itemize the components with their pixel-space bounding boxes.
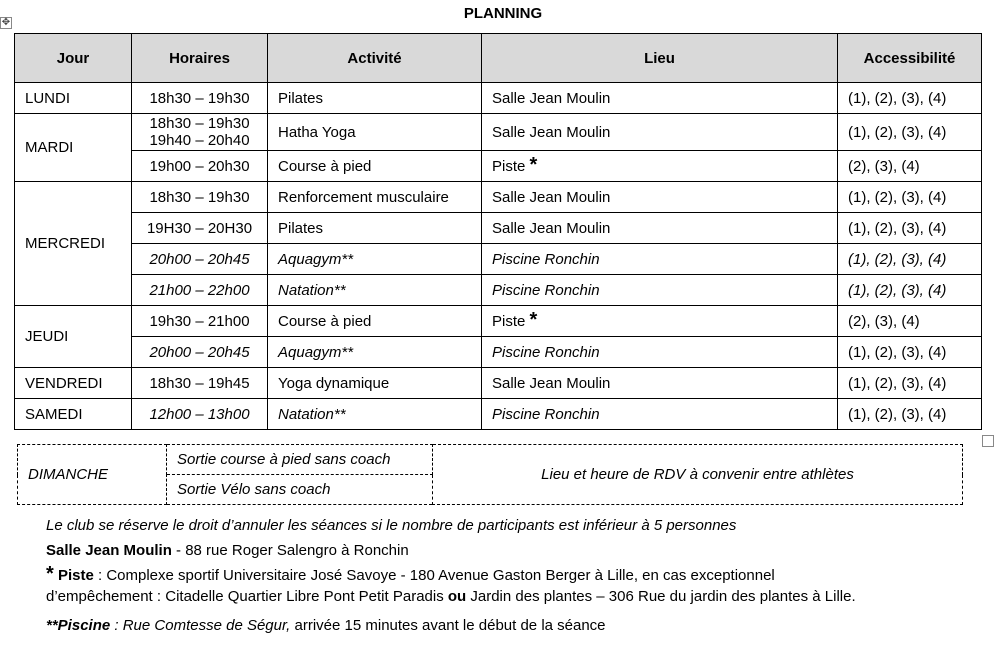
activity-cell: Aquagym** <box>268 337 482 368</box>
hours-cell: 19h00 – 20h30 <box>132 151 268 182</box>
schedule-table <box>14 33 982 430</box>
hours-cell: 20h00 – 20h45 <box>132 337 268 368</box>
table-resize-handle-icon[interactable] <box>982 435 994 447</box>
activity-cell: Yoga dynamique <box>268 368 482 399</box>
place-cell: Salle Jean Moulin <box>482 182 838 213</box>
access-cell: (1), (2), (3), (4) <box>838 275 982 306</box>
access-cell: (2), (3), (4) <box>838 306 982 337</box>
asterisk-mark: * <box>529 153 538 176</box>
access-cell: (2), (3), (4) <box>838 151 982 182</box>
access-cell: (1), (2), (3), (4) <box>838 83 982 114</box>
place-cell <box>482 306 838 337</box>
piscine-label: **Piscine <box>46 617 111 634</box>
hours-cell: 18h30 – 19h45 <box>132 368 268 399</box>
cancellation-note: Le club se réserve le droit d’annuler les séances si le nombre de participants est inférieur à 5 personnes <box>46 517 737 534</box>
table-row <box>15 151 982 182</box>
place-text: Piste <box>492 312 526 330</box>
info-cell: Lieu et heure de RDV à convenir entre athlètes <box>433 445 963 505</box>
hours-cell: 20h00 – 20h45 <box>132 244 268 275</box>
activity-cell: Hatha Yoga <box>268 114 482 151</box>
asterisk-mark: * <box>529 308 538 331</box>
place-cell <box>482 151 838 182</box>
hours-line: 19h40 – 20h40 <box>149 132 250 149</box>
table-row <box>15 399 982 430</box>
salle-note <box>46 542 409 559</box>
piscine-arrival: arrivée 15 minutes avant le début de la séance <box>290 617 606 634</box>
day-cell: JEUDI <box>15 306 132 368</box>
salle-label: Salle Jean Moulin <box>46 542 172 559</box>
piste-label: Piste <box>53 567 94 584</box>
place-text: Piste <box>492 157 526 175</box>
place-cell: Piscine Ronchin <box>482 337 838 368</box>
activity-cell: Pilates <box>268 213 482 244</box>
table-row <box>15 337 982 368</box>
day-cell: MERCREDI <box>15 182 132 306</box>
hours-cell: 21h00 – 22h00 <box>132 275 268 306</box>
access-cell: (1), (2), (3), (4) <box>838 399 982 430</box>
piste-address: : Complexe sportif Universitaire José Savoye - 180 Avenue Gaston Berger à Lille, en cas exceptionnel <box>93 567 775 584</box>
piste-or: ou <box>447 588 467 605</box>
hours-cell <box>132 114 268 151</box>
place-cell: Piscine Ronchin <box>482 275 838 306</box>
piste-alt-2: Jardin des plantes – 306 Rue du jardin des plantes à Lille. <box>466 588 856 605</box>
piste-note <box>46 564 856 607</box>
table-row <box>18 445 963 475</box>
table-row <box>15 114 982 151</box>
salle-address: - 88 rue Roger Salengro à Ronchin <box>171 542 409 559</box>
header-jour: Jour <box>15 34 132 83</box>
table-row <box>15 244 982 275</box>
table-row <box>15 306 982 337</box>
day-cell: LUNDI <box>15 83 132 114</box>
activity-cell: Sortie Vélo sans coach <box>167 475 433 505</box>
activity-cell: Renforcement musculaire <box>268 182 482 213</box>
day-cell: VENDREDI <box>15 368 132 399</box>
activity-cell: Natation** <box>268 399 482 430</box>
activity-cell: Course à pied <box>268 151 482 182</box>
piscine-address: : Rue Comtesse de Ségur, <box>110 617 291 634</box>
place-cell: Piscine Ronchin <box>482 244 838 275</box>
activity-cell: Sortie course à pied sans coach <box>167 445 433 475</box>
activity-cell: Course à pied <box>268 306 482 337</box>
activity-cell: Natation** <box>268 275 482 306</box>
access-cell: (1), (2), (3), (4) <box>838 368 982 399</box>
access-cell: (1), (2), (3), (4) <box>838 213 982 244</box>
place-cell: Salle Jean Moulin <box>482 114 838 151</box>
table-move-handle-icon[interactable]: ✥ <box>1 17 11 28</box>
table-row <box>15 213 982 244</box>
day-cell: DIMANCHE <box>18 445 167 505</box>
header-horaires: Horaires <box>132 34 268 83</box>
table-header-row <box>15 34 982 83</box>
table-row <box>15 182 982 213</box>
place-cell: Salle Jean Moulin <box>482 368 838 399</box>
piscine-note <box>46 617 606 634</box>
day-cell: SAMEDI <box>15 399 132 430</box>
activity-cell: Aquagym** <box>268 244 482 275</box>
place-cell: Salle Jean Moulin <box>482 213 838 244</box>
sunday-table <box>17 444 963 505</box>
hours-cell: 12h00 – 13h00 <box>132 399 268 430</box>
hours-line: 18h30 – 19h30 <box>149 115 250 132</box>
hours-cell: 18h30 – 19h30 <box>132 182 268 213</box>
table-row <box>15 368 982 399</box>
table-row <box>15 83 982 114</box>
place-cell: Salle Jean Moulin <box>482 83 838 114</box>
piste-alt-1: d’empêchement : Citadelle Quartier Libre Pont Petit Paradis <box>46 588 448 605</box>
header-lieu: Lieu <box>482 34 838 83</box>
hours-cell: 19h30 – 21h00 <box>132 306 268 337</box>
day-cell: MARDI <box>15 114 132 182</box>
page-title: PLANNING <box>463 5 543 22</box>
table-row <box>15 275 982 306</box>
hours-cell: 19H30 – 20H30 <box>132 213 268 244</box>
hours-cell: 18h30 – 19h30 <box>132 83 268 114</box>
header-activite: Activité <box>268 34 482 83</box>
access-cell: (1), (2), (3), (4) <box>838 182 982 213</box>
access-cell: (1), (2), (3), (4) <box>838 114 982 151</box>
place-cell: Piscine Ronchin <box>482 399 838 430</box>
asterisk-mark: * <box>46 563 54 585</box>
access-cell: (1), (2), (3), (4) <box>838 337 982 368</box>
access-cell: (1), (2), (3), (4) <box>838 244 982 275</box>
activity-cell: Pilates <box>268 83 482 114</box>
header-accessibilite: Accessibilité <box>838 34 982 83</box>
